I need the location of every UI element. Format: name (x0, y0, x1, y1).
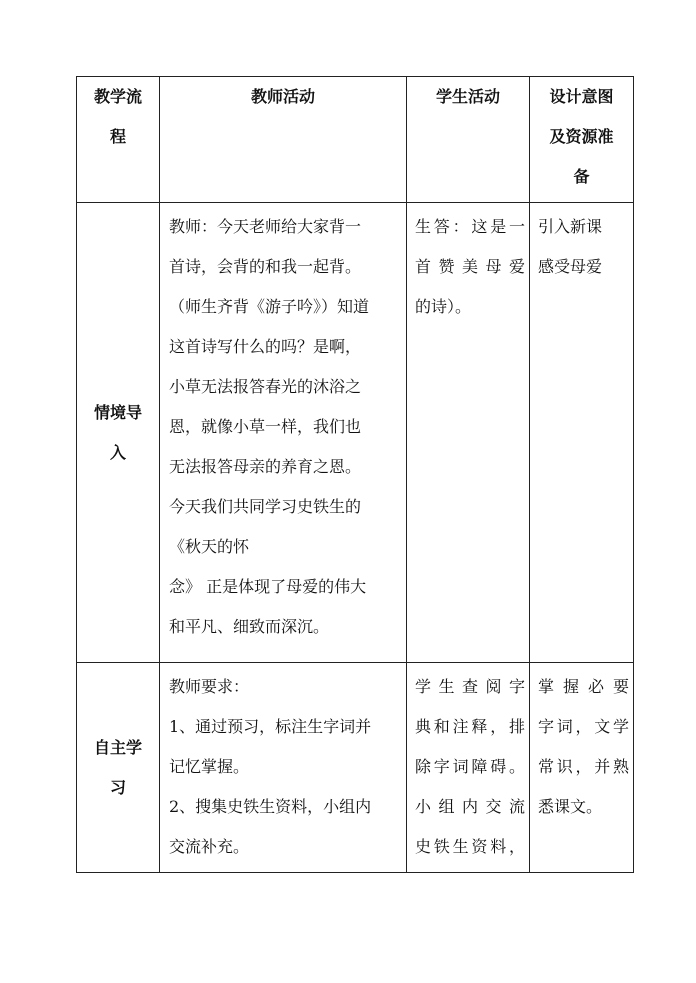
header-student-activity: 学生活动 (407, 77, 530, 203)
table-row (77, 203, 634, 663)
lesson-plan-table (76, 76, 634, 873)
header-stage: 教学流 程 (77, 77, 160, 203)
design-intent-cell: 引入新课 感受母爱 (530, 203, 634, 663)
student-activity-cell: 学生查阅字 典和注释，排 除字词障碍。 小组内交流 史铁生资料， (407, 663, 530, 873)
table-row (77, 663, 634, 873)
header-row (77, 77, 634, 203)
stage-cell: 自主学 习 (77, 663, 160, 873)
header-design-intent: 设计意图 及资源准 备 (530, 77, 634, 203)
teacher-activity-cell: 教师：今天老师给大家背一 首诗，会背的和我一起背。 （师生齐背《游子吟》）知道 这首诗写什么的吗？是啊， 小草无法报答春光的沐浴之 恩，就像小草一样，我们也 无法报答母亲的养育之恩。 今天我们共同学习史铁生的 《秋天的怀 念》 正是体现了母爱的伟大 和平凡、细致而深沉。 (160, 203, 407, 663)
student-activity-cell: 生答：这是一 首赞美母爱 的诗）。 (407, 203, 530, 663)
teacher-activity-cell: 教师要求： 1、通过预习，标注生字词并 记忆掌握。 2、搜集史铁生资料，小组内 交流补充。 (160, 663, 407, 873)
header-teacher-activity: 教师活动 (160, 77, 407, 203)
stage-cell: 情境导 入 (77, 203, 160, 663)
design-intent-cell: 掌握必要 字词，文学 常识，并熟 悉课文。 (530, 663, 634, 873)
